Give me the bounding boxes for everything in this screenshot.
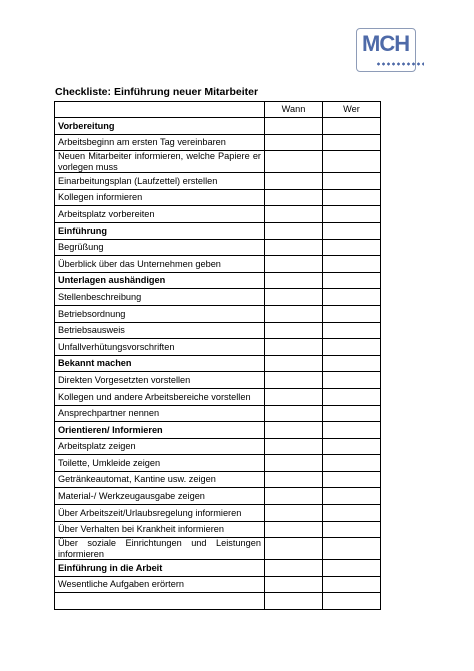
when-cell[interactable] (265, 339, 323, 356)
section-title: Vorbereitung (55, 118, 265, 135)
who-cell[interactable] (323, 593, 381, 610)
header-row (55, 102, 381, 118)
task-label: Kollegen informieren (55, 189, 265, 206)
when-cell[interactable] (265, 239, 323, 256)
when-cell[interactable] (265, 222, 323, 239)
when-cell[interactable] (265, 488, 323, 505)
who-cell[interactable] (323, 505, 381, 522)
when-cell[interactable] (265, 422, 323, 439)
who-cell[interactable] (323, 422, 381, 439)
when-cell[interactable] (265, 438, 323, 455)
checklist-row (55, 538, 381, 560)
checklist-row (55, 339, 381, 356)
section-header-row (55, 355, 381, 372)
who-cell[interactable] (323, 488, 381, 505)
who-cell[interactable] (323, 438, 381, 455)
who-cell[interactable] (323, 455, 381, 472)
who-cell[interactable] (323, 521, 381, 538)
checklist-row (55, 206, 381, 223)
task-label: Arbeitsplatz vorbereiten (55, 206, 265, 223)
when-cell[interactable] (265, 405, 323, 422)
checklist-table (54, 101, 381, 610)
who-cell[interactable] (323, 538, 381, 560)
checklist-row (55, 593, 381, 610)
task-label: Wesentliche Aufgaben erörtern (55, 576, 265, 593)
when-cell[interactable] (265, 256, 323, 273)
checklist-body (55, 118, 381, 610)
who-cell[interactable] (323, 339, 381, 356)
when-cell[interactable] (265, 322, 323, 339)
section-title: Unterlagen aushändigen (55, 272, 265, 289)
when-cell[interactable] (265, 189, 323, 206)
section-title: Einführung (55, 222, 265, 239)
task-label: Über Verhalten bei Krankheit informieren (55, 521, 265, 538)
logo-text: MCH (362, 31, 410, 56)
who-cell[interactable] (323, 118, 381, 135)
checklist-row (55, 134, 381, 151)
who-cell[interactable] (323, 355, 381, 372)
task-label: Arbeitsbeginn am ersten Tag vereinbaren (55, 134, 265, 151)
checklist-row (55, 372, 381, 389)
task-label: Stellenbeschreibung (55, 289, 265, 306)
section-header-row (55, 118, 381, 135)
who-cell[interactable] (323, 560, 381, 577)
checklist-row (55, 189, 381, 206)
who-cell[interactable] (323, 134, 381, 151)
task-label: Begrüßung (55, 239, 265, 256)
checklist-row (55, 576, 381, 593)
checklist-row (55, 173, 381, 190)
who-cell[interactable] (323, 388, 381, 405)
when-cell[interactable] (265, 538, 323, 560)
task-label: Neuen Mitarbeiter informieren, welche Papiere er vorlegen muss (55, 151, 265, 173)
checklist-row (55, 455, 381, 472)
who-cell[interactable] (323, 239, 381, 256)
task-label: Über Arbeitszeit/Urlaubsregelung informieren (55, 505, 265, 522)
when-cell[interactable] (265, 173, 323, 190)
column-header-when: Wann (265, 102, 323, 118)
task-label: Einarbeitungsplan (Laufzettel) erstellen (55, 173, 265, 190)
when-cell[interactable] (265, 272, 323, 289)
section-title: Orientieren/ Informieren (55, 422, 265, 439)
logo-dots (376, 62, 424, 66)
who-cell[interactable] (323, 322, 381, 339)
section-header-row (55, 422, 381, 439)
task-label: Getränkeautomat, Kantine usw. zeigen (55, 471, 265, 488)
page-title: Checkliste: Einführung neuer Mitarbeiter (55, 86, 259, 98)
section-title: Bekannt machen (55, 355, 265, 372)
who-cell[interactable] (323, 206, 381, 223)
task-label: Betriebsausweis (55, 322, 265, 339)
task-label: Toilette, Umkleide zeigen (55, 455, 265, 472)
who-cell[interactable] (323, 189, 381, 206)
when-cell[interactable] (265, 206, 323, 223)
section-header-row (55, 222, 381, 239)
mch-logo (356, 28, 418, 74)
who-cell[interactable] (323, 272, 381, 289)
who-cell[interactable] (323, 173, 381, 190)
task-label: Betriebsordnung (55, 305, 265, 322)
checklist-row (55, 488, 381, 505)
who-cell[interactable] (323, 222, 381, 239)
when-cell[interactable] (265, 118, 323, 135)
who-cell[interactable] (323, 372, 381, 389)
checklist-row (55, 322, 381, 339)
who-cell[interactable] (323, 405, 381, 422)
checklist-row (55, 471, 381, 488)
task-label: Über soziale Einrichtungen und Leistungen informieren (55, 538, 265, 560)
section-header-row (55, 560, 381, 577)
who-cell[interactable] (323, 256, 381, 273)
section-header-row (55, 272, 381, 289)
task-label: Direkten Vorgesetzten vorstellen (55, 372, 265, 389)
section-title: Einführung in die Arbeit (55, 560, 265, 577)
when-cell[interactable] (265, 471, 323, 488)
who-cell[interactable] (323, 151, 381, 173)
task-label (55, 593, 265, 610)
task-label: Ansprechpartner nennen (55, 405, 265, 422)
task-label: Arbeitsplatz zeigen (55, 438, 265, 455)
when-cell[interactable] (265, 151, 323, 173)
checklist-row (55, 388, 381, 405)
when-cell[interactable] (265, 134, 323, 151)
column-header-task (55, 102, 265, 118)
when-cell[interactable] (265, 593, 323, 610)
when-cell[interactable] (265, 576, 323, 593)
checklist-row (55, 438, 381, 455)
who-cell[interactable] (323, 305, 381, 322)
checklist-row (55, 305, 381, 322)
when-cell[interactable] (265, 521, 323, 538)
when-cell[interactable] (265, 355, 323, 372)
when-cell[interactable] (265, 372, 323, 389)
task-label: Unfallverhütungsvorschriften (55, 339, 265, 356)
checklist-row (55, 405, 381, 422)
checklist-row (55, 256, 381, 273)
task-label: Kollegen und andere Arbeitsbereiche vorstellen (55, 388, 265, 405)
who-cell[interactable] (323, 289, 381, 306)
column-header-who: Wer (323, 102, 381, 118)
checklist-row (55, 289, 381, 306)
who-cell[interactable] (323, 576, 381, 593)
when-cell[interactable] (265, 505, 323, 522)
checklist-row (55, 521, 381, 538)
when-cell[interactable] (265, 388, 323, 405)
checklist-row (55, 505, 381, 522)
checklist-row (55, 151, 381, 173)
task-label: Material-/ Werkzeugausgabe zeigen (55, 488, 265, 505)
who-cell[interactable] (323, 471, 381, 488)
when-cell[interactable] (265, 305, 323, 322)
when-cell[interactable] (265, 560, 323, 577)
checklist-row (55, 239, 381, 256)
task-label: Überblick über das Unternehmen geben (55, 256, 265, 273)
when-cell[interactable] (265, 289, 323, 306)
when-cell[interactable] (265, 455, 323, 472)
